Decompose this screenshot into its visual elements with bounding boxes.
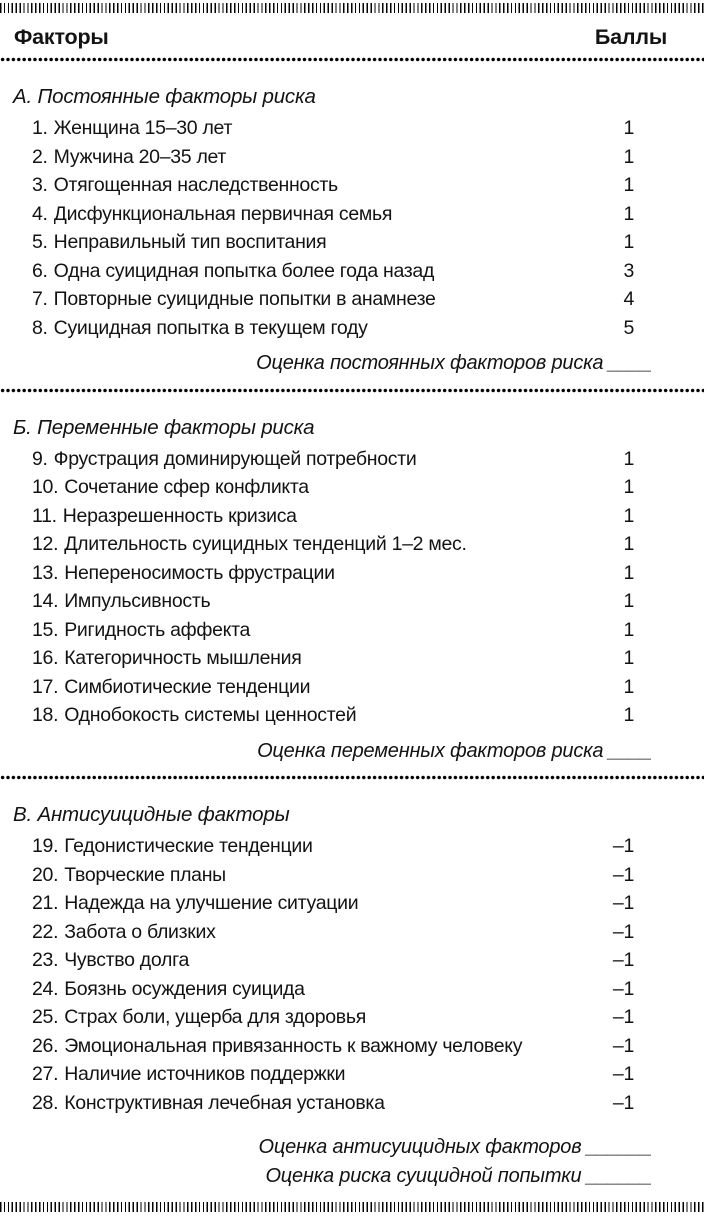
factor-row	[32, 502, 704, 531]
bottom-hatched-border	[0, 1202, 704, 1212]
summary-blank: ______	[586, 1164, 652, 1187]
item-points: 1	[623, 675, 634, 698]
item-label: Одна суицидная попытка более года назад	[53, 259, 435, 282]
item-label: Неправильный тип воспитания	[53, 231, 327, 253]
item-label: Забота о близких	[64, 920, 216, 943]
factor-row	[32, 143, 704, 172]
section-title: Б. Переменные факторы риска	[13, 415, 315, 439]
item-label: Женщина 15–30 лет	[53, 117, 233, 139]
item-number: 24.	[32, 977, 59, 1000]
item-points: 3	[623, 259, 634, 282]
item-points: –1	[612, 1063, 634, 1085]
item-number: 4.	[32, 202, 48, 225]
factor-row	[32, 473, 704, 502]
factor-row	[32, 228, 704, 257]
dotted-separator	[0, 388, 704, 393]
item-points: 1	[623, 202, 634, 225]
item-points: 1	[623, 533, 634, 555]
factor-row	[32, 644, 704, 673]
section-title: В. Антисуицидные факторы	[13, 803, 290, 826]
item-number: 11.	[32, 504, 57, 527]
item-number: 25.	[32, 1006, 59, 1028]
factor-row	[32, 889, 704, 918]
item-points: –1	[612, 835, 634, 857]
factor-row	[32, 257, 704, 286]
factor-row	[32, 1060, 704, 1089]
factor-row	[32, 200, 704, 229]
factors-column-header: Факторы	[14, 24, 109, 49]
section-summaries	[0, 349, 704, 378]
factor-row	[32, 946, 704, 975]
factor-row	[32, 701, 704, 730]
item-points: –1	[612, 1006, 634, 1028]
item-label: Боязнь осуждения суицида	[64, 977, 305, 1000]
summary-blank: ____	[608, 739, 652, 762]
item-number: 6.	[32, 259, 48, 282]
item-label: Наличие источников поддержки	[64, 1063, 346, 1085]
item-number: 15.	[32, 618, 59, 641]
item-points: 1	[623, 704, 634, 726]
section-title: А. Постоянные факторы риска	[13, 85, 316, 108]
section-rows	[0, 114, 704, 342]
factor-row	[32, 616, 704, 645]
summary-line	[0, 737, 704, 766]
item-number: 5.	[32, 231, 48, 253]
item-points: 1	[623, 590, 634, 612]
item-label: Страх боли, ущерба для здоровья	[64, 1006, 366, 1028]
summary-blank: ____	[608, 352, 652, 374]
summary-label: Оценка риска суицидной попытки	[265, 1164, 582, 1187]
factor-section	[0, 57, 704, 378]
item-label: Отягощенная наследственность	[53, 174, 338, 196]
item-points: –1	[612, 949, 634, 971]
item-points: 1	[623, 647, 634, 669]
factor-row	[32, 1003, 704, 1032]
item-number: 7.	[32, 288, 48, 310]
item-points: 1	[623, 618, 634, 641]
factor-row	[32, 832, 704, 861]
item-number: 2.	[32, 145, 48, 168]
item-points: 4	[623, 288, 634, 310]
summary-line	[0, 349, 704, 378]
summary-line	[0, 1133, 704, 1162]
item-points: 1	[623, 174, 634, 196]
item-label: Суицидная попытка в текущем году	[53, 316, 368, 339]
item-label: Сочетание сфер конфликта	[64, 476, 309, 498]
item-points: –1	[612, 920, 634, 943]
item-number: 14.	[32, 590, 59, 612]
top-hatched-border	[0, 3, 704, 13]
factor-row	[32, 171, 704, 200]
item-number: 22.	[32, 920, 59, 943]
summary-label: Оценка переменных факторов риска	[257, 739, 604, 762]
factor-section	[0, 775, 704, 1190]
item-number: 23.	[32, 949, 59, 971]
table-header-row	[0, 25, 704, 49]
factor-row	[32, 1032, 704, 1061]
item-label: Неразрешенность кризиса	[62, 504, 297, 527]
item-points: –1	[612, 892, 634, 914]
section-summaries	[0, 737, 704, 766]
item-points: –1	[612, 1034, 634, 1057]
item-points: 1	[623, 476, 634, 498]
item-points: 1	[623, 117, 634, 139]
item-label: Дисфункциональная первичная семья	[53, 202, 393, 225]
section-rows	[0, 445, 704, 730]
item-label: Непереносимость фрустрации	[64, 561, 335, 584]
factor-row	[32, 673, 704, 702]
item-points: –1	[612, 863, 634, 886]
sections	[0, 57, 704, 1190]
item-label: Длительность суицидных тенденций 1–2 мес.	[64, 533, 467, 555]
item-label: Импульсивность	[64, 590, 211, 612]
item-number: 17.	[32, 675, 59, 698]
item-label: Чувство долга	[64, 949, 189, 971]
item-points: 5	[623, 316, 634, 339]
factor-section	[0, 388, 704, 766]
item-points: –1	[612, 977, 634, 1000]
item-label: Повторные суицидные попытки в анамнезе	[53, 288, 436, 310]
item-label: Категоричность мышления	[64, 647, 302, 669]
item-label: Гедонистические тенденции	[64, 835, 313, 857]
item-points: 1	[623, 504, 634, 527]
item-number: 18.	[32, 704, 59, 726]
item-number: 21.	[32, 892, 59, 914]
factor-row	[32, 114, 704, 143]
item-label: Конструктивная лечебная установка	[64, 1091, 385, 1114]
section-rows	[0, 832, 704, 1117]
summary-blank: ______	[586, 1136, 652, 1158]
factor-row	[32, 445, 704, 474]
section-summaries	[0, 1133, 704, 1190]
item-number: 19.	[32, 835, 59, 857]
item-number: 27.	[32, 1063, 59, 1085]
item-label: Мужчина 20–35 лет	[53, 145, 227, 168]
summary-label: Оценка антисуицидных факторов	[258, 1136, 582, 1158]
item-number: 1.	[32, 117, 48, 139]
factor-row	[32, 861, 704, 890]
factor-row	[32, 1089, 704, 1118]
item-number: 20.	[32, 863, 59, 886]
factor-row	[32, 559, 704, 588]
factor-row	[32, 314, 704, 343]
item-points: 1	[623, 447, 634, 470]
item-number: 16.	[32, 647, 59, 669]
dotted-separator	[0, 775, 704, 780]
factor-row	[32, 587, 704, 616]
item-label: Симбиотические тенденции	[64, 675, 311, 698]
item-number: 8.	[32, 316, 48, 339]
item-points: 1	[623, 145, 634, 168]
item-label: Ригидность аффекта	[64, 618, 251, 641]
item-number: 26.	[32, 1034, 59, 1057]
factor-row	[32, 530, 704, 559]
item-label: Эмоциональная привязанность к важному человеку	[64, 1034, 523, 1057]
item-points: 1	[623, 561, 634, 584]
item-label: Творческие планы	[64, 863, 226, 886]
item-label: Фрустрация доминирующей потребности	[53, 447, 417, 470]
item-number: 9.	[32, 447, 48, 470]
dotted-separator	[0, 57, 704, 62]
factor-row	[32, 975, 704, 1004]
item-number: 10.	[32, 476, 59, 498]
summary-line	[0, 1162, 704, 1191]
item-number: 13.	[32, 561, 59, 584]
item-label: Однобокость системы ценностей	[64, 704, 357, 726]
item-points: 1	[623, 231, 634, 253]
item-points: –1	[612, 1091, 634, 1114]
factor-row	[32, 918, 704, 947]
summary-label: Оценка постоянных факторов риска	[256, 352, 604, 374]
factor-row	[32, 285, 704, 314]
item-number: 3.	[32, 174, 48, 196]
points-column-header: Баллы	[594, 24, 667, 49]
item-label: Надежда на улучшение ситуации	[64, 892, 359, 914]
item-number: 28.	[32, 1091, 59, 1114]
item-number: 12.	[32, 533, 59, 555]
